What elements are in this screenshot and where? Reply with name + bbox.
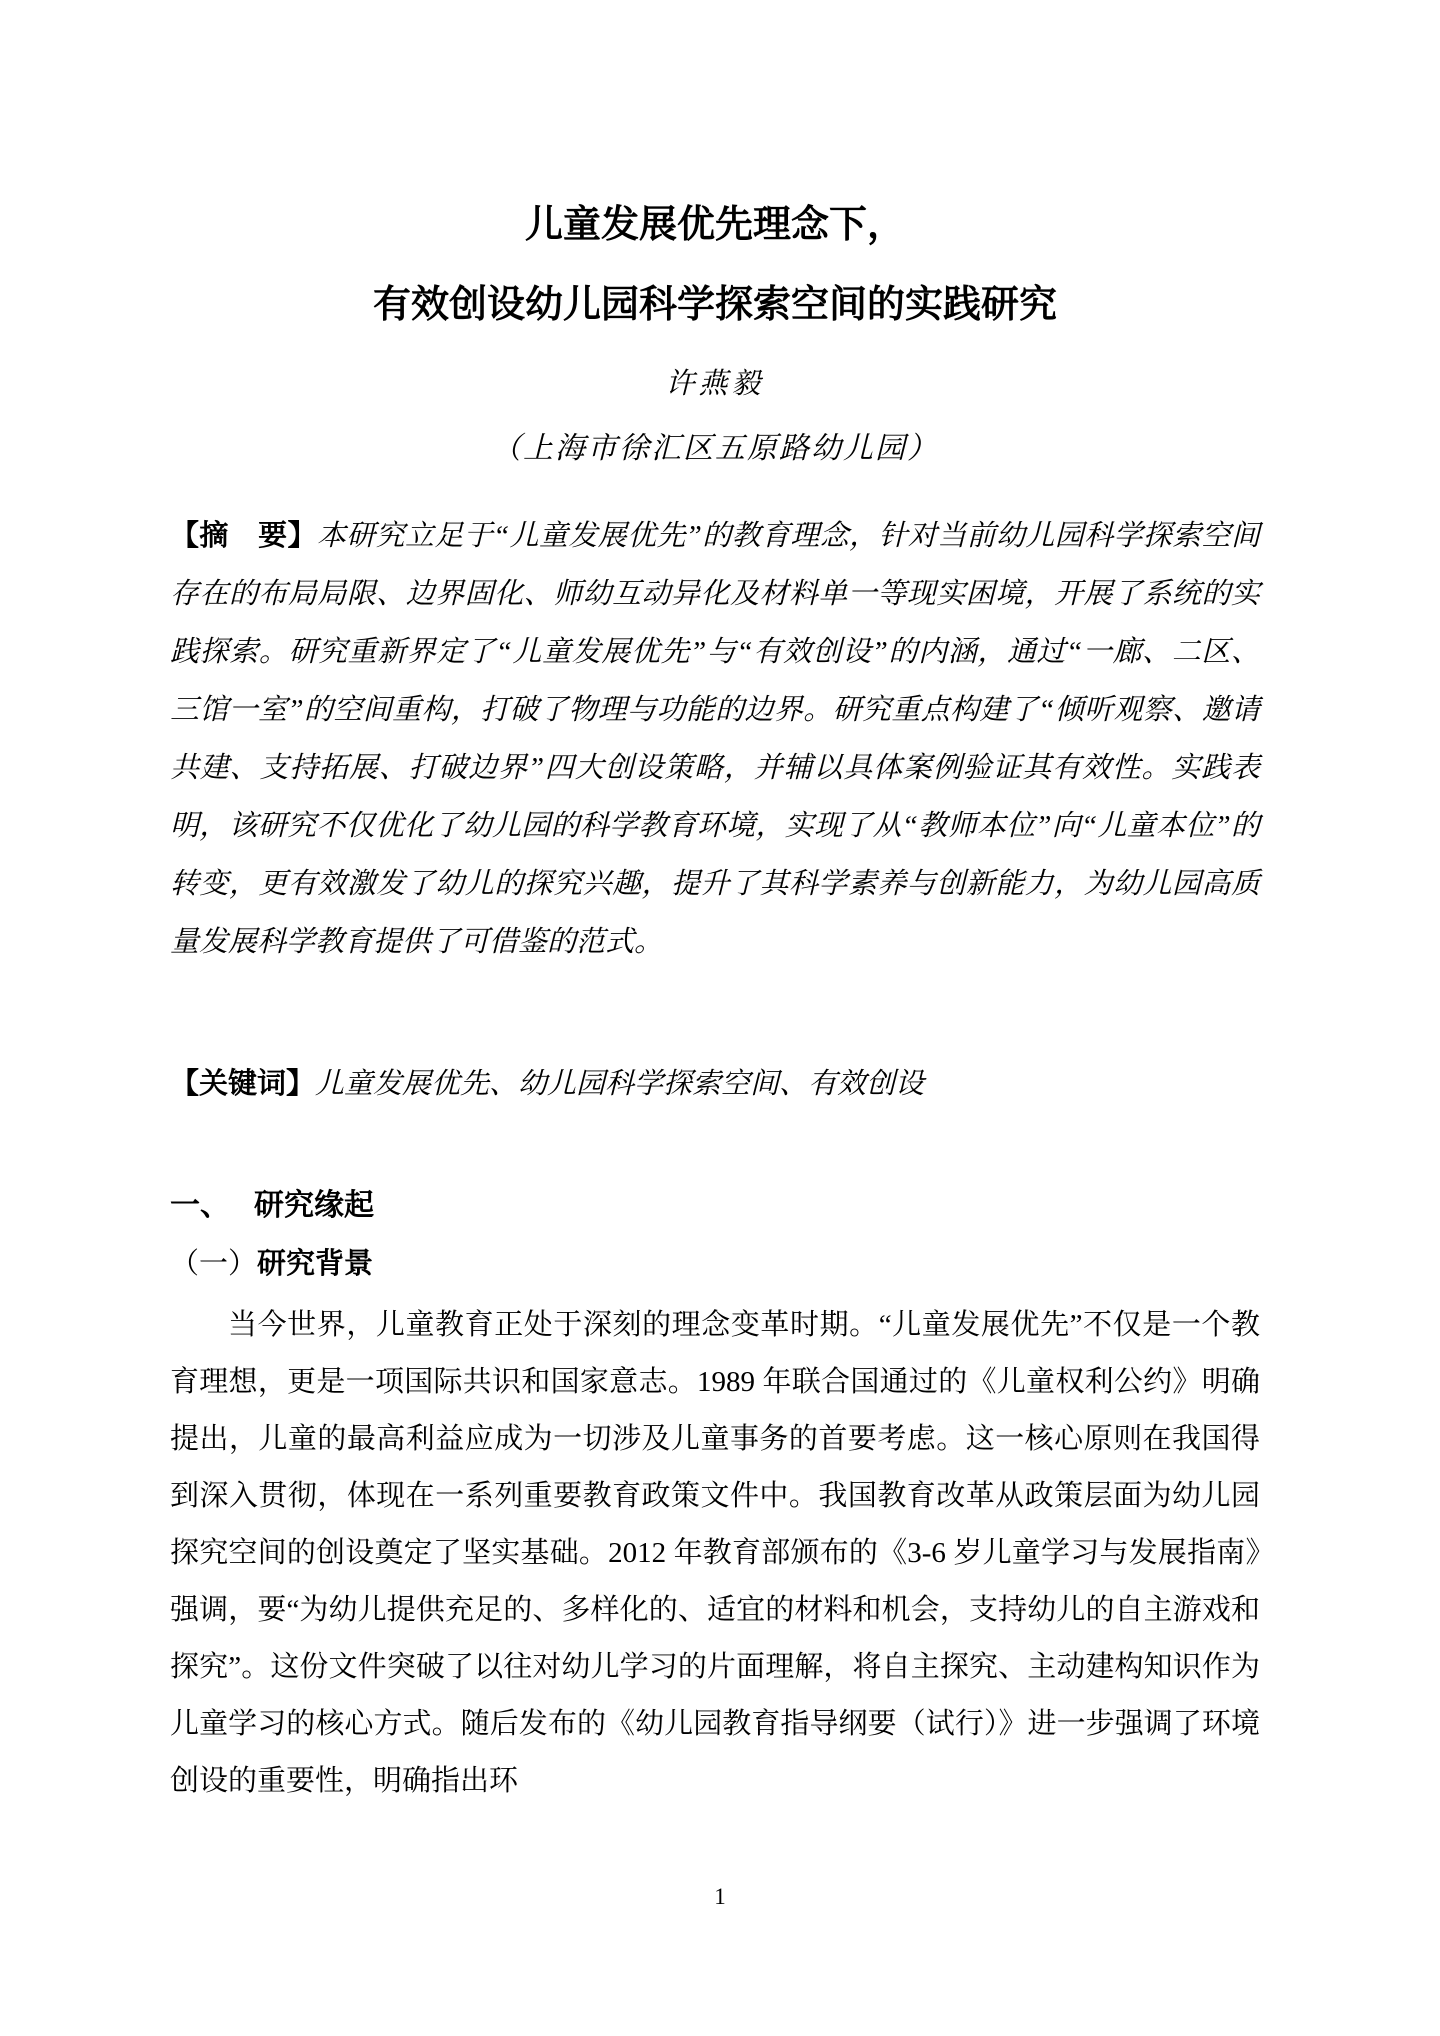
page-title [170, 185, 1260, 345]
subsection-heading-1 [170, 1235, 1260, 1293]
affiliation: （上海市徐汇区五原路幼儿园） [491, 432, 939, 465]
abstract-paragraph [170, 507, 1260, 971]
section-number: 一、 [170, 1189, 230, 1222]
section-heading-1 [170, 1177, 1260, 1235]
keywords-paragraph [170, 1055, 1260, 1113]
author-name: 许燕毅 [665, 368, 765, 400]
page-title-line2: 有效创设幼儿园科学探索空间的实践研究 [372, 284, 1057, 326]
page-title-line1: 儿童发展优先理念下， [524, 204, 905, 246]
abstract-label: 【摘 要】 [170, 520, 317, 552]
body-paragraph-1: 当今世界，儿童教育正处于深刻的理念变革时期。“儿童发展优先”不仅是一个教育理想，更是一项国际共识和国家意志。1989 年联合国通过的《儿童权利公约》明确提出，儿童的最高利益应成为一切涉及儿童事务的首要考虑。这一核心原则在我国得到深入贯彻，体现在一系列重要教育政策文件中。我国教育改革从政策层面为幼儿园探究空间的创设奠定了坚实基础。2012 年教育部颁布的《3-6 岁儿童学习与发展指南》强调，要“为幼儿提供充足的、多样化的、适宜的材料和机会，支持幼儿的自主游戏和探究”。这份文件突破了以往对幼儿学习的片面理解，将自主探究、主动建构知识作为儿童学习的核心方式。随后发布的《幼儿园教育指导纲要（试行）》进一步强调了环境创设的重要性，明确指出环 [170, 1309, 1260, 1797]
abstract-text: 本研究立足于“儿童发展优先”的教育理念，针对当前幼儿园科学探索空间存在的布局局限、边界固化、师幼互动异化及材料单一等现实困境，开展了系统的实践探索。研究重新界定了“儿童发展优先”与“有效创设”的内涵，通过“一廊、二区、三馆一室”的空间重构，打破了物理与功能的边界。研究重点构建了“倾听观察、邀请共建、支持拓展、打破边界”四大创设策略，并辅以具体案例验证其有效性。实践表明，该研究不仅优化了幼儿园的科学教育环境，实现了从“教师本位”向“儿童本位”的转变，更有效激发了幼儿的探究兴趣，提升了其科学素养与创新能力，为幼儿园高质量发展科学教育提供了可借鉴的范式。 [170, 520, 1260, 958]
subsection-number: （一） [170, 1248, 258, 1280]
subsection-title: 研究背景 [257, 1248, 374, 1280]
section-title: 研究缘起 [254, 1189, 374, 1222]
keywords-text: 儿童发展优先、幼儿园科学探索空间、有效创设 [315, 1068, 925, 1100]
keywords-label: 【关键词】 [170, 1068, 316, 1100]
page-number: 1 [714, 1884, 726, 1909]
